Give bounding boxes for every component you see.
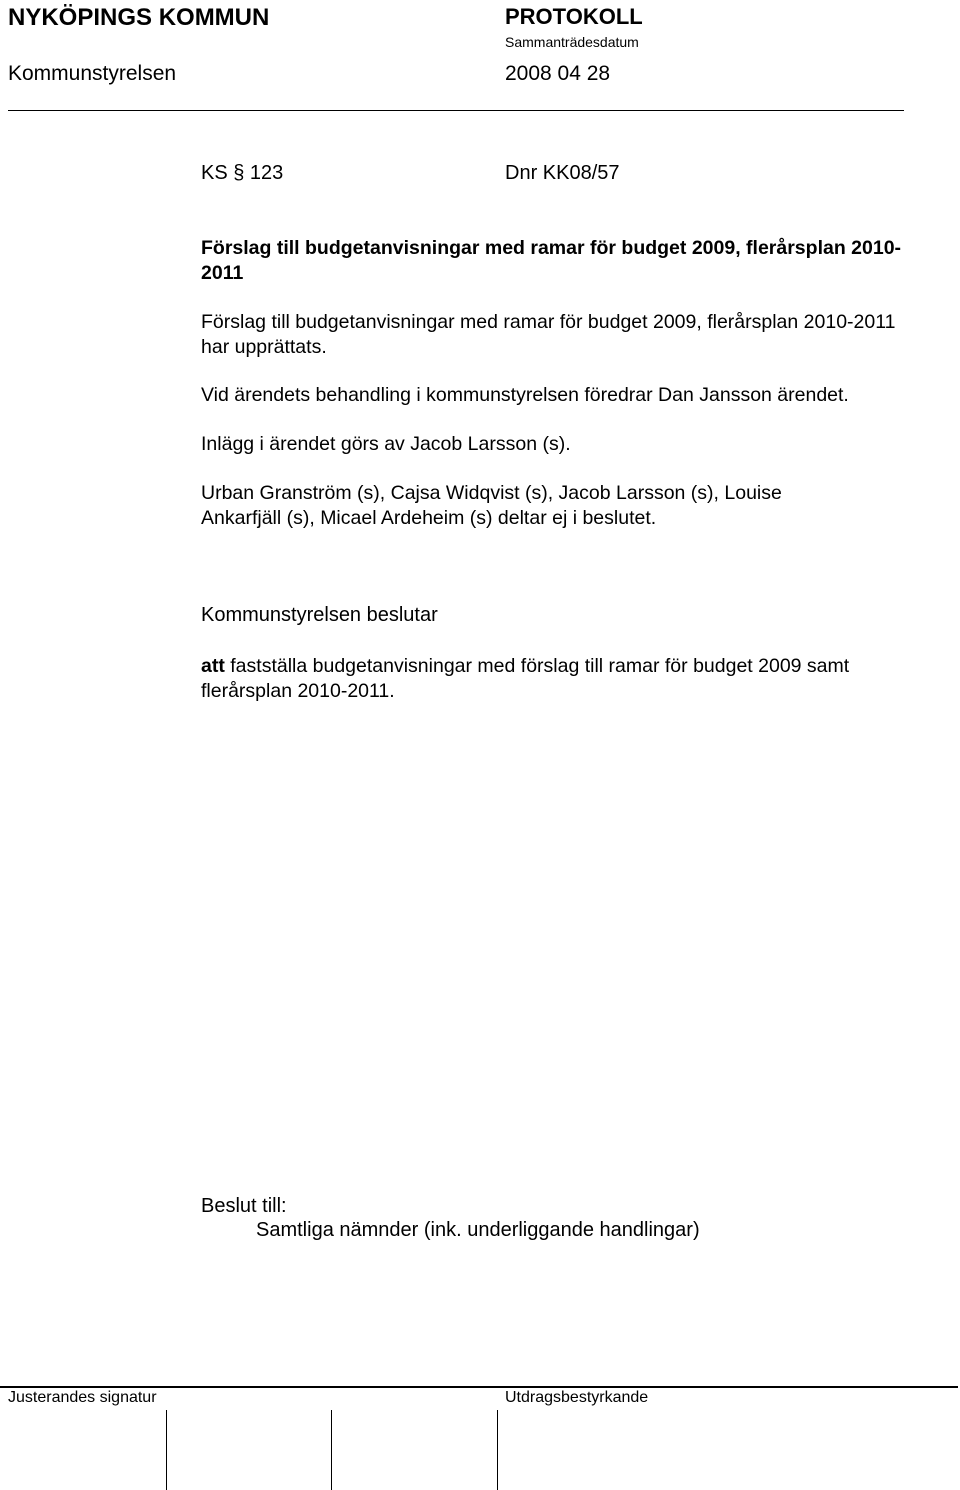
case-title: Förslag till budgetanvisningar med ramar för budget 2009, flerårsplan 2010-2011 xyxy=(201,237,902,284)
decision-text xyxy=(201,654,926,704)
meeting-date-label: Sammanträdesdatum xyxy=(505,34,639,50)
paragraph-non-participants: Urban Granström (s), Cajsa Widqvist (s), Jacob Larsson (s), Louise Ankarfjäll (s), Micael Ardeheim (s) deltar ej i beslutet. xyxy=(201,482,782,529)
signature-label: Justerandes signatur xyxy=(8,1389,157,1406)
footer-divider xyxy=(0,1386,958,1388)
decision-body: fastställa budgetanvisningar med förslag till ramar för budget 2009 samt flerårsplan 2010-2011. xyxy=(201,655,850,702)
signature-box-divider xyxy=(331,1410,332,1490)
header-divider xyxy=(8,110,904,111)
signature-box-divider xyxy=(166,1410,167,1490)
organization-name: NYKÖPINGS KOMMUN xyxy=(8,4,270,31)
case-section: KS § 123 xyxy=(201,162,284,184)
paragraph-presenter: Vid ärendets behandling i kommunstyrelsen föredrar Dan Jansson ärendet. xyxy=(201,384,849,406)
committee-name: Kommunstyrelsen xyxy=(8,62,177,85)
decision-keyword: att xyxy=(201,655,225,677)
case-dnr: Dnr KK08/57 xyxy=(505,162,620,184)
meeting-date: 2008 04 28 xyxy=(505,62,611,85)
signature-box-divider xyxy=(497,1410,498,1490)
paragraph-prepared: Förslag till budgetanvisningar med ramar för budget 2009, flerårsplan 2010-2011 har upprättats. xyxy=(201,311,896,358)
paragraph-contributions: Inlägg i ärendet görs av Jacob Larsson (s). xyxy=(201,433,571,455)
distribution-value: Samtliga nämnder (ink. underliggande handlingar) xyxy=(256,1219,700,1241)
certification-label: Utdragsbestyrkande xyxy=(505,1389,649,1406)
decision-heading: Kommunstyrelsen beslutar xyxy=(201,604,438,626)
document-type: PROTOKOLL xyxy=(505,4,643,29)
distribution-label: Beslut till: xyxy=(201,1195,287,1217)
